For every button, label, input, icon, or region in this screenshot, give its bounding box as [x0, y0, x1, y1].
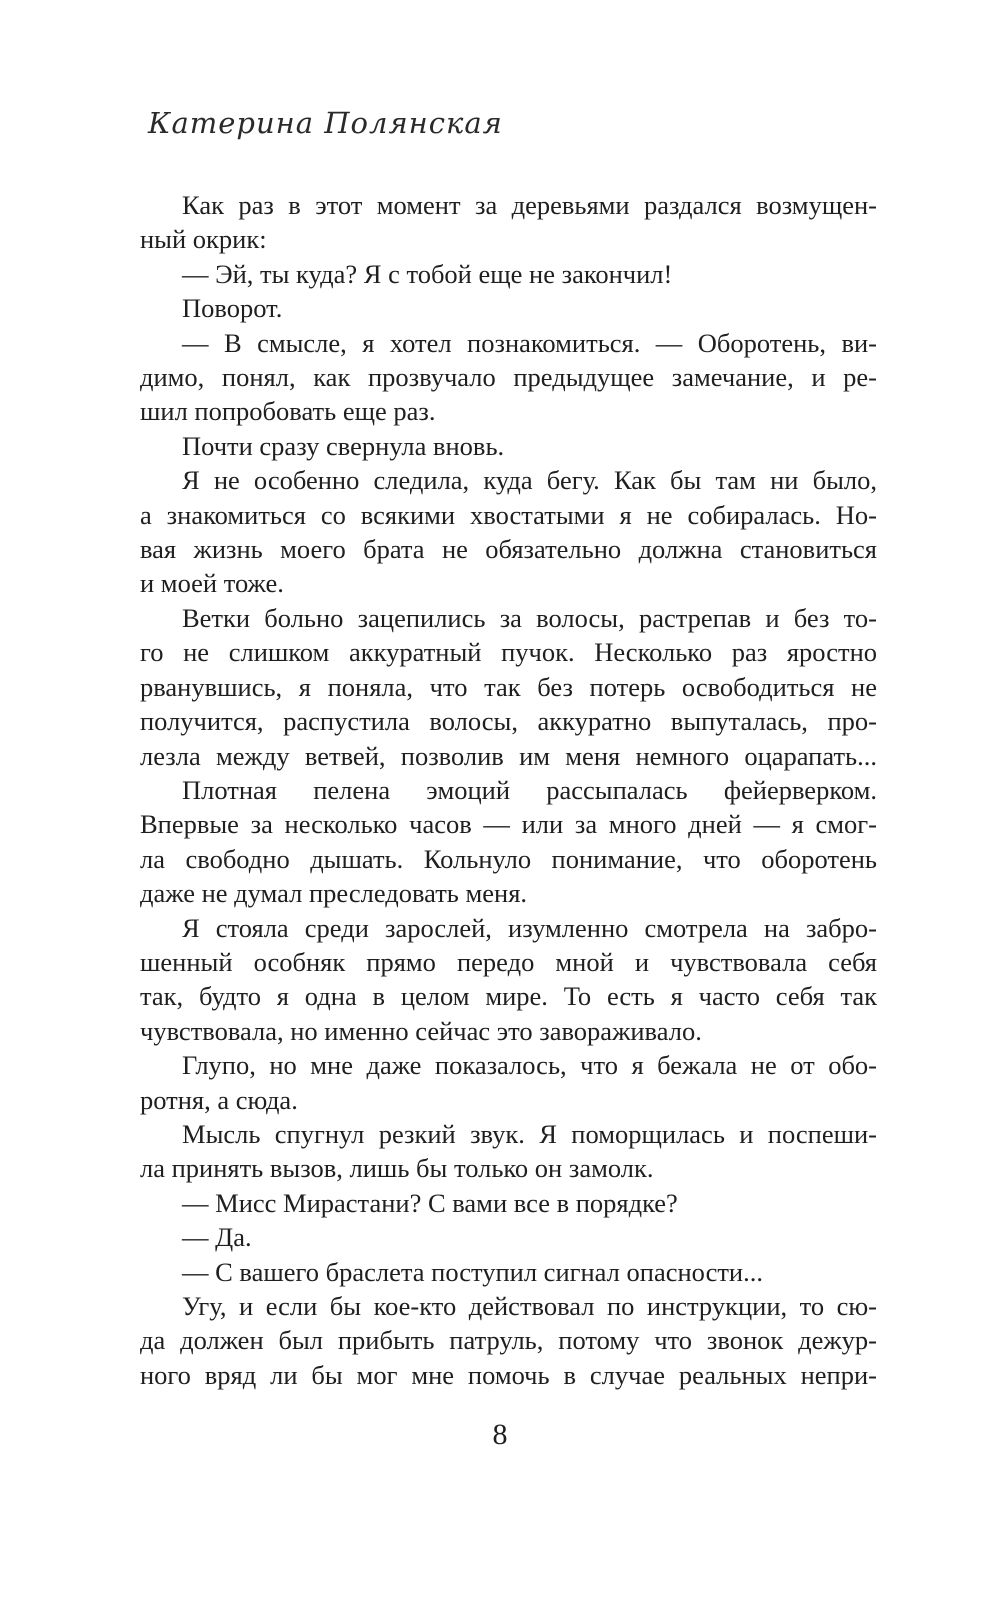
paragraph	[140, 773, 877, 911]
text-line: ротня, а сюда.	[140, 1084, 298, 1115]
text-line: — Да.	[182, 1222, 252, 1253]
text-line: вая жизнь моего брата не обязательно должна становиться	[140, 534, 877, 565]
text-line: го не слишком аккуратный пучок. Несколько раз яростно	[140, 637, 877, 668]
paragraph	[140, 326, 877, 429]
author-header: Катерина Полянская	[148, 106, 503, 140]
text-line: Ветки больно зацепились за волосы, растрепав и без то-	[182, 602, 877, 633]
paragraph	[140, 257, 877, 291]
text-line: получится, распустила волосы, аккуратно выпуталась, про-	[140, 706, 877, 737]
text-line: и моей тоже.	[140, 568, 284, 599]
text-line: Я не особенно следила, куда бегу. Как бы там ни было,	[182, 465, 877, 496]
paragraph	[140, 1048, 877, 1117]
text-line: Поворот.	[182, 293, 283, 324]
text-line: Глупо, но мне даже показалось, что я бежала не от обо-	[182, 1050, 877, 1081]
text-line: Впервые за несколько часов — или за много дней — я смог-	[140, 809, 877, 840]
text-line: — В смысле, я хотел познакомиться. — Оборотень, ви-	[182, 327, 877, 358]
text-line: димо, понял, как прозвучало предыдущее замечание, и ре-	[140, 362, 877, 393]
body-text	[140, 188, 877, 1392]
text-line: так, будто я одна в целом мире. То есть я часто себя так	[140, 981, 877, 1012]
text-line: ла свободно дышать. Кольнуло понимание, что оборотень	[140, 843, 877, 874]
text-line: — С вашего браслета поступил сигнал опасности...	[182, 1256, 763, 1287]
text-line: Я стояла среди зарослей, изумленно смотрела на забро-	[182, 912, 877, 943]
text-line: ла принять вызов, лишь бы только он замолк.	[140, 1153, 654, 1184]
text-line: рванувшись, я поняла, что так без потерь освободиться не	[140, 671, 877, 702]
text-line: ного вряд ли бы мог мне помочь в случае реальных непри-	[140, 1359, 877, 1390]
text-line: Угу, и если бы кое-кто действовал по инструкции, то сю-	[182, 1291, 877, 1321]
text-line: шенный особняк прямо передо мной и чувствовала себя	[140, 946, 877, 977]
paragraph	[140, 1220, 877, 1254]
paragraph	[140, 911, 877, 1049]
text-line: Мысль спугнул резкий звук. Я поморщилась и поспеши-	[182, 1118, 877, 1149]
text-line: Почти сразу свернула вновь.	[182, 430, 505, 461]
text-line: ный окрик:	[140, 224, 267, 255]
text-line: чувствовала, но именно сейчас это завораживало.	[140, 1015, 702, 1046]
text-line: — Мисс Мирастани? С вами все в порядке?	[182, 1187, 678, 1218]
paragraph	[140, 1186, 877, 1220]
text-line: даже не думал преследовать меня.	[140, 878, 528, 909]
text-line: Как раз в этот момент за деревьями раздался возмущен-	[182, 190, 877, 220]
paragraph	[140, 1117, 877, 1186]
paragraph	[140, 463, 877, 601]
paragraph	[140, 291, 877, 325]
page-number: 8	[492, 1418, 508, 1451]
paragraph	[140, 1289, 877, 1392]
text-line: Плотная пелена эмоций рассыпалась фейерверком.	[182, 774, 877, 805]
text-line: а знакомиться со всякими хвостатыми я не собиралась. Но-	[140, 499, 877, 530]
text-line: лезла между ветвей, позволив им меня немного оцарапать...	[140, 740, 877, 771]
text-line: шил попробовать еще раз.	[140, 396, 436, 427]
paragraph	[140, 429, 877, 463]
text-line: — Эй, ты куда? Я с тобой еще не закончил!	[182, 258, 673, 289]
paragraph	[140, 601, 877, 773]
paragraph	[140, 188, 877, 257]
paragraph	[140, 1255, 877, 1289]
text-line: да должен был прибыть патруль, потому что звонок дежур-	[140, 1325, 877, 1356]
